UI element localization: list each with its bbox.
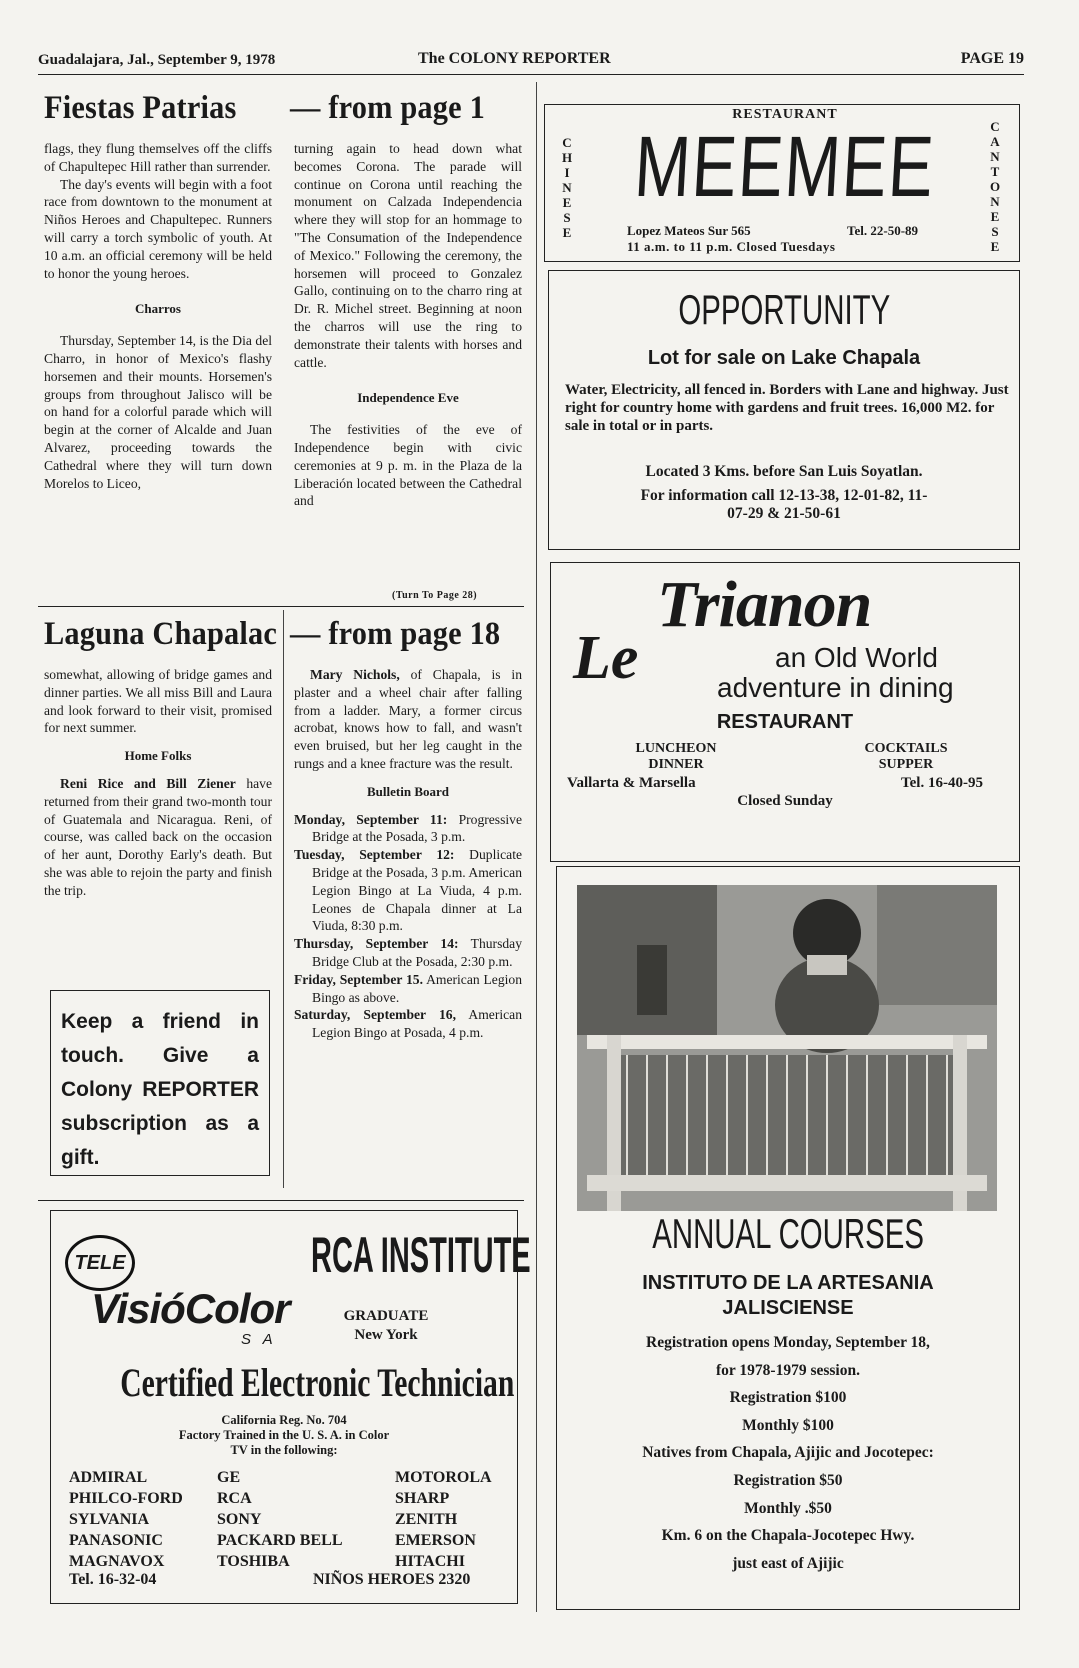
fiestas-paragraph: The festivities of the eve of Independence begin with civic ceremonies at 9 p. m. in the Plaza de la Liberación located between the Cathedral and <box>294 422 522 509</box>
bulletin-day: Thursday, September 14: <box>294 936 459 952</box>
brand-name: PACKARD BELL <box>217 1532 343 1549</box>
artesania-details <box>557 1329 1019 1577</box>
certified-text: Certified Electronic Technician <box>120 1360 515 1405</box>
visio-word: Visió <box>91 1285 185 1332</box>
trianon-phone: Tel. 16-40-95 <box>901 775 983 791</box>
trianon-logo: Trianon <box>657 568 872 641</box>
opportunity-title <box>549 287 1019 333</box>
artesania-institute <box>557 1271 1019 1321</box>
registration-fee: Registration $100 <box>729 1389 847 1407</box>
fiestas-headline-left: Fiestas Patrias <box>44 90 237 126</box>
cantonese-vertical <box>987 119 1003 254</box>
laguna-paragraph: have returned from their grand two-month tour of Guatemala and Nicaragua. Reni, of course, was called back on the occasion of her aunt, Dorothy Early's death. But she was able to rejoin the party and finish the trip. <box>44 775 272 898</box>
vertical-letter: N <box>562 180 572 195</box>
bulletin-text: American Legion Bingo as above. <box>312 971 522 1005</box>
meemee-logo <box>595 119 975 215</box>
laguna-name-mary: Mary Nichols, <box>310 667 400 682</box>
brand-list <box>69 1467 515 1572</box>
bulletin-day: Tuesday, September 12: <box>294 847 455 863</box>
televisio-phone: Tel. 16-32-04 <box>69 1571 157 1588</box>
vertical-letter: E <box>562 195 572 210</box>
dateline: Guadalajara, Jal., September 9, 1978 <box>38 52 276 68</box>
brand-name: HITACHI <box>395 1553 465 1570</box>
institute-line-1: INSTITUTO DE LA ARTESANIA <box>642 1272 934 1294</box>
loom-photo-illustration <box>577 885 997 1211</box>
graduate-block <box>331 1307 441 1345</box>
chinese-vertical <box>559 135 575 240</box>
trianon-ad <box>550 562 1020 862</box>
bulletin-text: American Legion Bingo at Posada, 4 p.m. <box>312 1007 522 1041</box>
bulletin-item <box>294 935 522 971</box>
brand-name: MAGNAVOX <box>69 1553 165 1570</box>
brand-name: SONY <box>217 1511 262 1528</box>
vertical-letter: E <box>562 225 572 240</box>
bulletin-text: Duplicate Bridge at the Posada, 3 p.m. American Legion Bingo at La Viuda, 4 p.m. Leones de Chapala dinner at La Viuda, 8:30 p.m. <box>312 847 522 934</box>
meemee-phone: Tel. 22-50-89 <box>847 223 919 238</box>
rca-institute-text: RCA INSTITUTE <box>311 1227 531 1283</box>
vertical-letter: A <box>990 134 1000 149</box>
bulletin-item <box>294 971 522 1007</box>
vertical-letter: N <box>990 194 1000 209</box>
header-rule <box>38 74 1024 75</box>
bulletin-item <box>294 811 522 847</box>
brand-name: RCA <box>217 1490 252 1507</box>
opportunity-subtitle: Lot for sale on Lake Chapala <box>647 347 921 369</box>
column-divider <box>283 610 284 1188</box>
paper-name: The COLONY REPORTER <box>418 50 611 67</box>
fiestas-paragraph: turning again to head down what becomes Corona. The parade will continue on Corona until reaching the monument on Calzada Independencia where they will stop for an hommage to "The Consumation of the Independence of Mexico." Following the ceremony, the horsemen will proceed to Gonzalez Gallo, continuing on to the charro ring at Dr. R. Michel street. Beginning at noon the charros will use the ring to demonstrate their talents with horses and cattle. <box>294 141 522 370</box>
trianon-tagline-2: adventure in dining <box>717 672 954 703</box>
page-number: PAGE 19 <box>960 50 1024 67</box>
weaving-photo <box>577 885 997 1211</box>
tele-logo-text: TELE <box>74 1252 126 1274</box>
artesania-location-2: just east of Ajijic <box>732 1554 844 1572</box>
visio-logo <box>91 1285 289 1333</box>
trianon-restaurant: RESTAURANT <box>716 711 854 733</box>
natives-monthly-fee: Monthly .$50 <box>744 1499 832 1517</box>
dinner-text: DINNER <box>648 757 704 772</box>
laguna-paragraph: somewhat, allowing of bridge games and dinner parties. We all miss Bill and Laura and look forward to their visit, promised for next summer. <box>44 667 272 736</box>
trianon-tagline-1: an Old World <box>775 642 938 673</box>
bulletin-day: Monday, September 11: <box>294 811 448 827</box>
fiestas-subhead-independence: Independence Eve <box>357 390 459 406</box>
natives-registration-fee: Registration $50 <box>733 1471 843 1489</box>
opportunity-location: Located 3 Kms. before San Luis Soyatlan. <box>645 463 923 480</box>
fiestas-subhead-charros: Charros <box>135 301 181 317</box>
vertical-letter: I <box>564 165 570 180</box>
meemee-hours: 11 a.m. to 11 p.m. Closed Tuesdays <box>627 239 836 254</box>
vertical-letter: C <box>990 119 1000 134</box>
color-word: Color <box>184 1285 290 1332</box>
trianon-right-services <box>841 741 971 773</box>
subscription-text: Keep a friend in touch. Give a Colony REPORTER subscription as a gift. <box>61 1010 259 1169</box>
laguna-column-2 <box>294 666 522 1042</box>
bulletin-day: Saturday, September 16, <box>294 1007 456 1023</box>
natives-text: Natives from Chapala, Ajijic and Jocotepec: <box>642 1444 934 1462</box>
opportunity-body: Water, Electricity, all fenced in. Borders with Lane and highway. Just right for country home with gardens and fruit trees. 16,000 M2. for sale in total or in parts. <box>565 382 1009 434</box>
brand-name: MOTOROLA <box>395 1469 492 1486</box>
vertical-letter: H <box>561 150 573 165</box>
fiestas-column-2 <box>294 140 522 510</box>
brand-name: EMERSON <box>395 1532 476 1549</box>
meemee-ad <box>544 104 1020 262</box>
luncheon-text: LUNCHEON <box>635 741 717 756</box>
tele-logo-circle <box>65 1235 135 1291</box>
opportunity-ad <box>548 270 1020 550</box>
artesania-title-text: ANNUAL COURSES <box>652 1210 924 1257</box>
vertical-letter: E <box>990 239 1000 254</box>
new-york-text: New York <box>354 1327 418 1343</box>
brand-name: ZENITH <box>395 1511 458 1528</box>
bulletin-item <box>294 1006 522 1042</box>
vertical-letter: N <box>990 149 1000 164</box>
page-header <box>38 48 1024 74</box>
brand-name: PHILCO-FORD <box>69 1490 183 1507</box>
brand-name: SHARP <box>395 1490 450 1507</box>
brand-name: SYLVANIA <box>69 1511 150 1528</box>
vertical-letter: T <box>990 164 1000 179</box>
fiestas-headline-right: — from page 1 <box>290 90 485 126</box>
laguna-names: Reni Rice and Bill Ziener <box>60 775 236 791</box>
session-text: for 1978-1979 session. <box>716 1361 860 1379</box>
trianon-le: Le <box>573 624 639 692</box>
cocktails-text: COCKTAILS <box>864 741 948 756</box>
laguna-headline-right: — from page 18 <box>290 616 501 652</box>
bulletin-text: Progressive Bridge at the Posada, 3 p.m. <box>312 811 522 845</box>
brand-name: TOSHIBA <box>217 1553 290 1570</box>
meemee-logo-text: MEEMEE <box>632 119 938 215</box>
column-divider-right <box>536 82 537 1612</box>
brand-name: GE <box>217 1469 241 1486</box>
artesania-title <box>557 1211 1019 1257</box>
fiestas-paragraph: flags, they flung themselves off the cliffs of Chapultepec Hill rather than surrender. <box>44 141 272 174</box>
vertical-letter: C <box>562 135 572 150</box>
section-rule <box>38 1200 524 1201</box>
monthly-fee: Monthly $100 <box>742 1416 834 1434</box>
bulletin-day: Friday, September 15. <box>294 971 423 987</box>
subscription-ad <box>50 990 270 1176</box>
vertical-letter: S <box>991 224 999 239</box>
factory-trained: Factory Trained in the U. S. A. in Color <box>178 1428 390 1442</box>
logo-sa: S A <box>241 1331 277 1348</box>
institute-line-2: JALISCIENSE <box>722 1297 854 1319</box>
opportunity-info: For information call 12-13-38, 12-01-82, 11-07-29 & 21-50-61 <box>640 487 928 522</box>
laguna-subhead-home-folks: Home Folks <box>124 748 192 764</box>
laguna-paragraph: of Chapala, is in plaster and a wheel chair after falling from a ladder. Mary, a former circus acrobat, knows how to fall, and wasn't even bruised, but her leg caught in the rungs and a knee fracture was the result. <box>294 667 522 771</box>
tv-following: TV in the following: <box>230 1443 338 1457</box>
section-rule <box>38 606 524 607</box>
vertical-letter: O <box>989 179 1001 194</box>
trianon-left-services <box>611 741 741 773</box>
vertical-letter: E <box>990 209 1000 224</box>
training-info <box>51 1413 517 1458</box>
bulletin-text: Thursday Bridge Club at the Posada, 2:30 p.m. <box>312 936 522 969</box>
turn-to-page: (Turn To Page 28) <box>392 590 478 601</box>
certified-title <box>51 1361 517 1405</box>
artesania-location: Km. 6 on the Chapala-Jocotepec Hwy. <box>661 1527 915 1545</box>
vertical-letter: S <box>563 210 571 225</box>
opportunity-title-text: OPPORTUNITY <box>678 286 890 333</box>
televisio-ad <box>50 1210 531 1604</box>
televisio-address: NIÑOS HEROES 2320 <box>313 1571 471 1588</box>
laguna-headline-left: Laguna Chapalac <box>44 616 278 652</box>
artesania-ad <box>556 866 1020 1610</box>
supper-text: SUPPER <box>878 757 934 772</box>
registration-opens: Registration opens Monday, September 18, <box>646 1334 930 1351</box>
trianon-closed: Closed Sunday <box>737 793 833 809</box>
fiestas-column-1 <box>44 140 272 492</box>
brand-name: PANASONIC <box>69 1532 163 1549</box>
fiestas-paragraph: Thursday, September 14, is the Dia del Charro, in honor of Mexico's flashy horsemen and their mounts. Horsemen's groups from throughout Jalisco will be on hand for a colorful parade which will begin at the corner of Alcalde and Juan Alvarez, proceeding towards the Cathedral where they will turn down Morelos to Liceo, <box>44 333 272 491</box>
meemee-address: Lopez Mateos Sur 565 <box>627 223 751 238</box>
meemee-label: RESTAURANT <box>732 107 838 122</box>
graduate-text: GRADUATE <box>343 1308 429 1324</box>
brand-name: ADMIRAL <box>69 1469 148 1486</box>
california-reg: California Reg. No. 704 <box>221 1413 347 1427</box>
bulletin-item <box>294 846 522 935</box>
fiestas-paragraph: The day's events will begin with a foot race from downtown to the monument at Niños Heroes and Chapultepec. Runners will carry a torch symbolic of youth. At 10 a.m. an official ceremony will be held to honor the young heroes. <box>44 176 272 281</box>
trianon-address: Vallarta & Marsella <box>567 775 696 791</box>
bulletin-board-title: Bulletin Board <box>367 783 449 799</box>
laguna-column-1 <box>44 666 272 900</box>
